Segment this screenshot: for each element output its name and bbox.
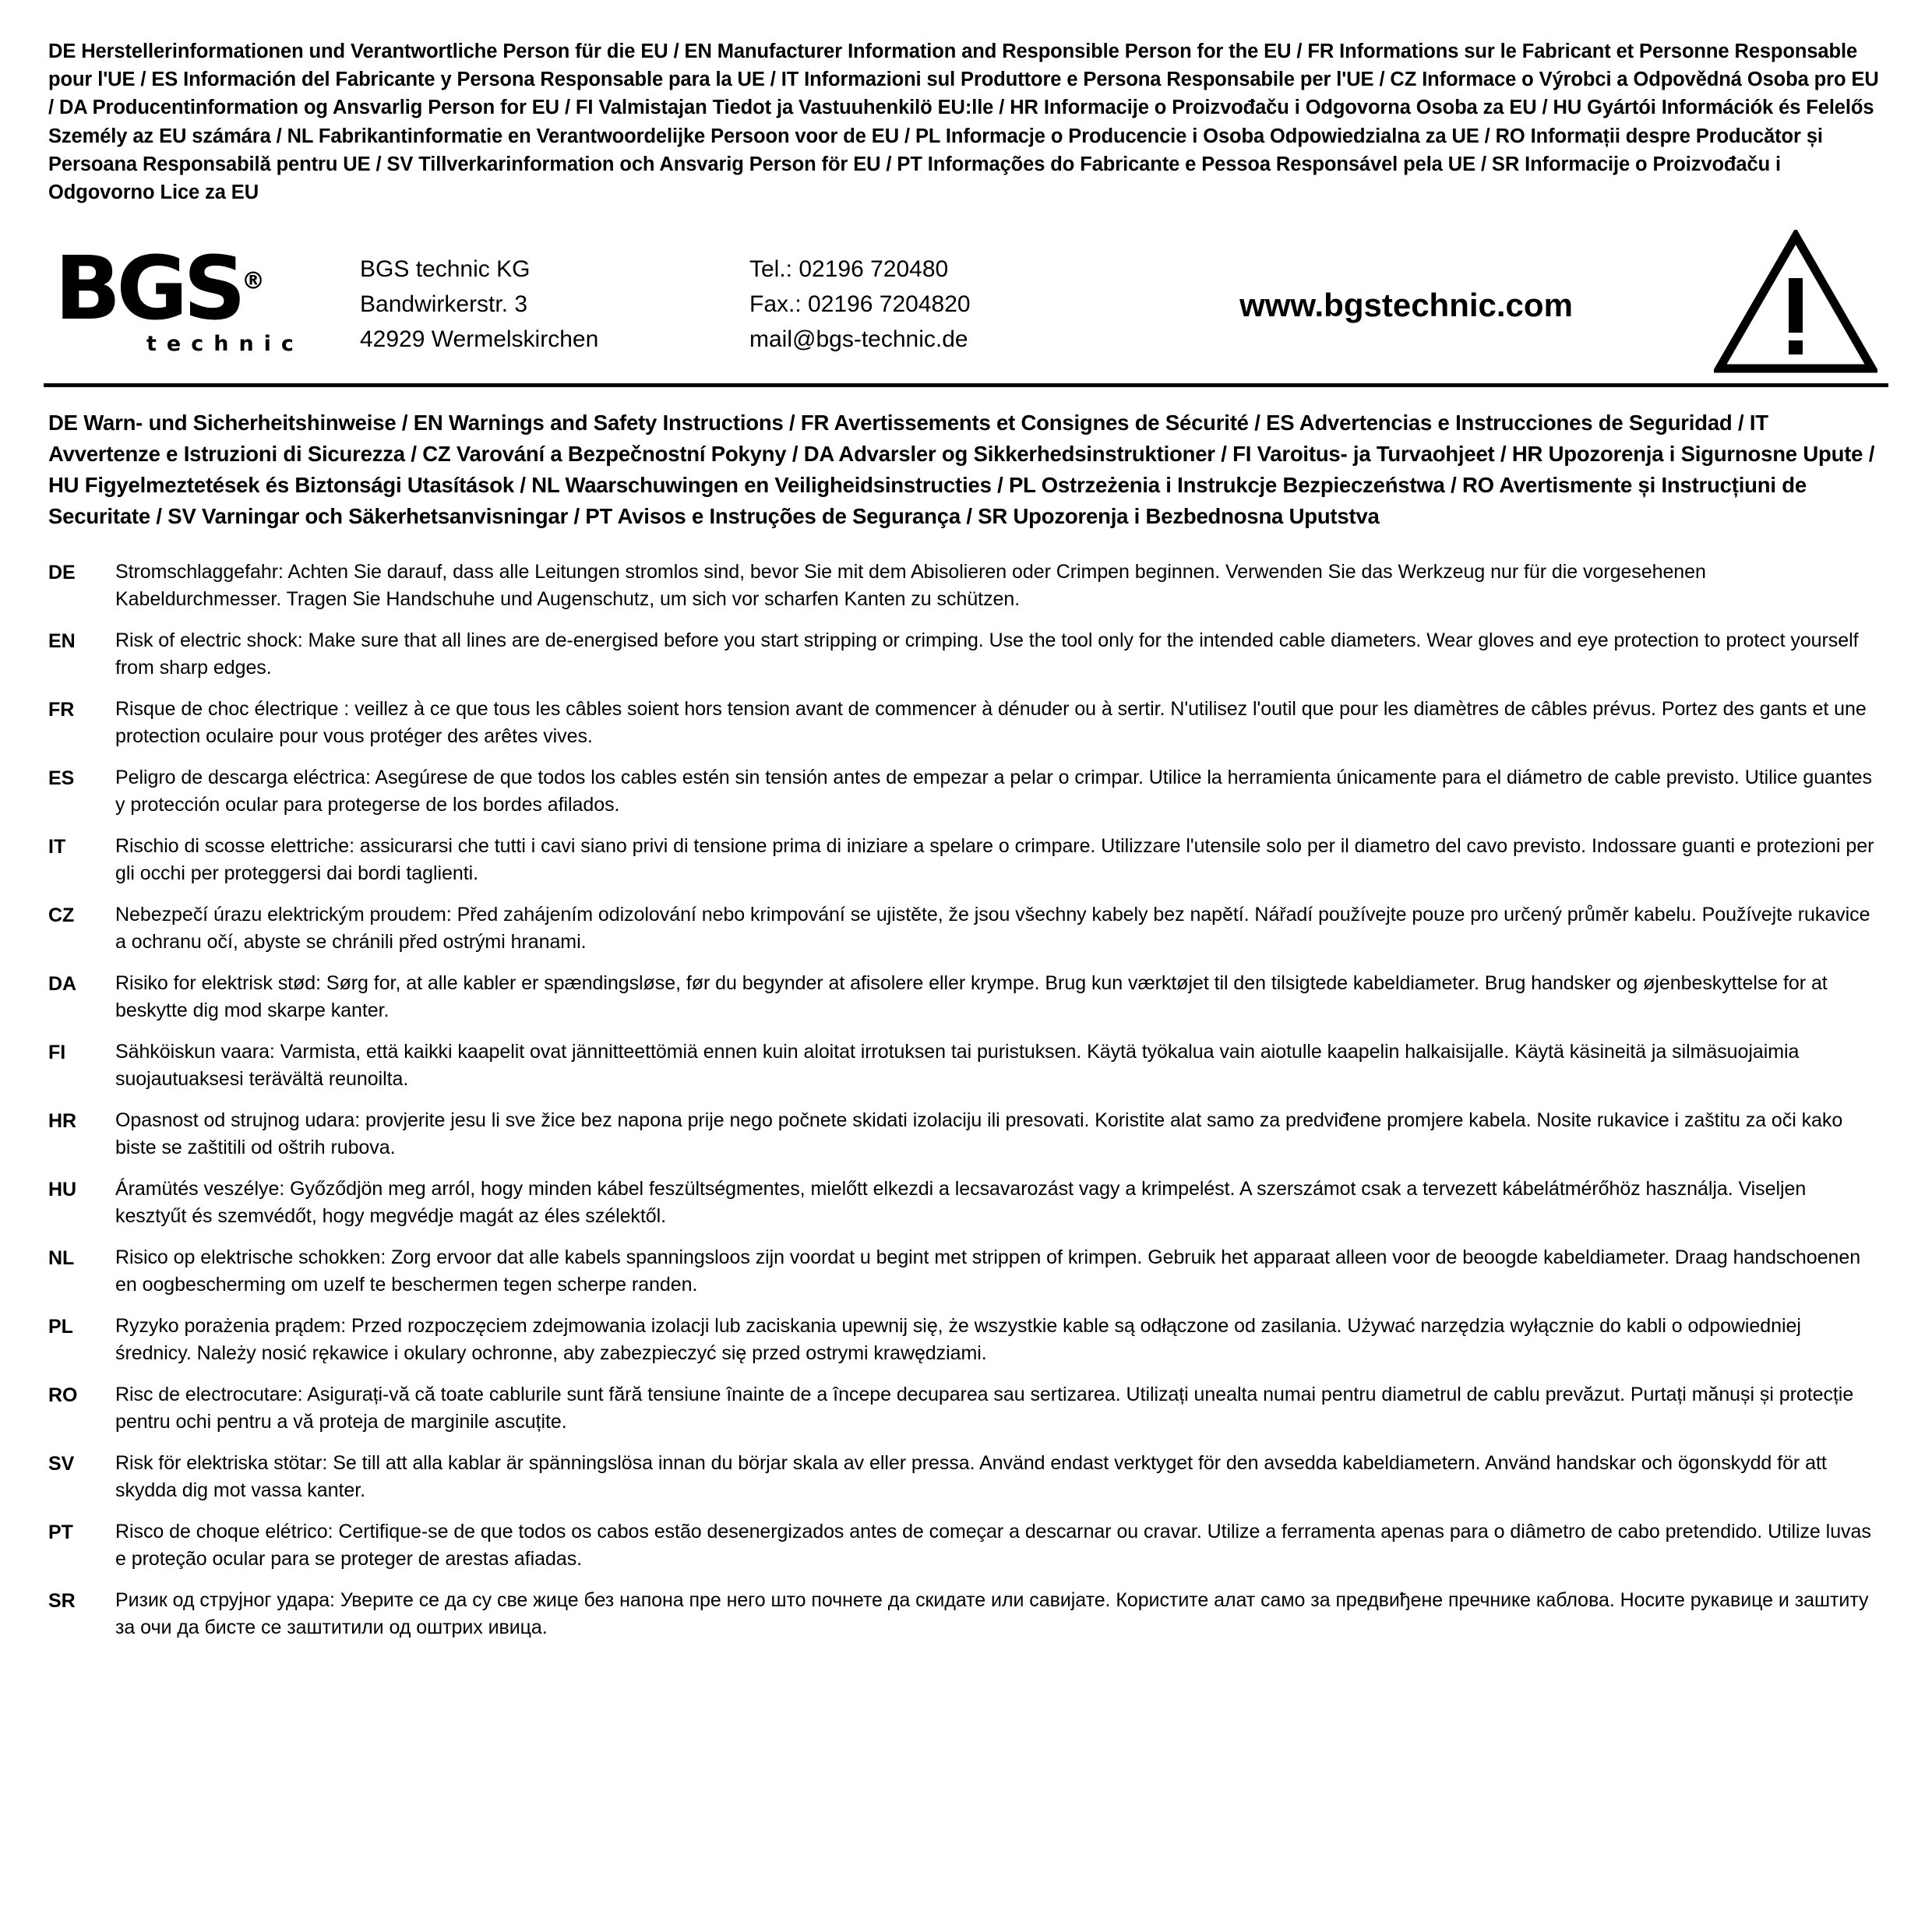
list-item [48, 1587, 1884, 1642]
language-code: HU [48, 1178, 77, 1200]
language-code: FR [48, 698, 75, 721]
instruction-text: Peligro de descarga eléctrica: Asegúrese de que todos los cables estén sin tensión antes de empezar a pelar o crimpar. Utilice la herramienta únicamente para el diámetro de cable previsto. Utilice guantes y protección ocular para protegerse de los bordes afilados. [115, 766, 1872, 816]
instruction-text: Risco de choque elétrico: Certifique-se de que todos os cabos estão desenergizados antes de começar a descarnar ou cravar. Utilize a ferramenta apenas para o diâmetro de cabo pretendido. Utilize luvas e proteção ocular para se proteger de arestas afiadas. [115, 1520, 1871, 1571]
company-contact [749, 247, 1108, 357]
instruction-text: Rischio di scosse elettriche: assicurarsi che tutti i cavi siano privi di tensione prima di iniziare a spelare o crimpare. Utilizzare l'utensile solo per il diametro del cavo previsto. Indossare guanti e protezioni per gli occhi per proteggersi dai bordi taglienti. [115, 834, 1874, 885]
instruction-text: Risk of electric shock: Make sure that all lines are de-energised before you start stripping or crimping. Use the tool only for the intended cable diameters. Wear gloves and eye protection to protect yourself from sharp edges. [115, 629, 1859, 679]
list-item [48, 559, 1884, 614]
language-code: SV [48, 1452, 75, 1475]
instruction-text: Risque de choc électrique : veillez à ce que tous les câbles soient hors tension avant de commencer à dénuder ou à sertir. N'utilisez l'outil que pour les diamètres de câbles prévus. Portez des gants et une protection oculaire pour vous protéger des arêtes vives. [115, 697, 1867, 748]
language-code: PT [48, 1521, 73, 1543]
instruction-text: Ryzyko porażenia prądem: Przed rozpoczęciem zdejmowania izolacji lub zaciskania upewnij się, że wszystkie kable są odłączone od zasilania. Używać narzędzia wyłącznie do kabli o odpowiedniej średnicy. Należy nosić rękawice i okulary ochronne, aby zabezpieczyć się przed ostrymi krawędziami. [115, 1314, 1801, 1365]
language-code: ES [48, 767, 75, 789]
company-city: 42929 Wermelskirchen [360, 326, 599, 353]
language-code: FI [48, 1041, 66, 1063]
company-fax: Fax.: 02196 7204820 [749, 291, 971, 318]
instruction-text: Risiko for elektrisk stød: Sørg for, at alle kabler er spændingsløse, før du begynder at afisolere eller krympe. Brug kun værktøjet til den tilsigtede kabeldiameter. Brug handsker og øjenbeskyttelse for at beskytte dig mod skarpe kanter. [115, 971, 1828, 1022]
language-code: EN [48, 629, 76, 652]
language-code: NL [48, 1246, 75, 1269]
logo-wordmark [55, 238, 360, 340]
language-code: PL [48, 1315, 73, 1338]
logo-subtext: technic [146, 332, 304, 357]
list-item [48, 833, 1884, 888]
company-name: BGS technic KG [360, 256, 531, 283]
language-code: IT [48, 835, 66, 858]
safety-instructions-heading: DE Warn- und Sicherheitshinweise / EN Warnings and Safety Instructions / FR Avertissements et Consignes de Sécurité / ES Advertencias e Instrucciones de Seguridad / IT Avvertenze e Istruzioni di Sicurezza / CZ Varování a Bezpečnostní Pokyny / DA Advarsler og Sikkerhedsinstruktioner / FI Varoitus- ja Turvaohjeet / HR Upozorenja i Sigurnosne Upute / HU Figyelmeztetések és Biztonsági Utasítások / NL Waarschuwingen en Veiligheidsinstructies / PL Ostrzeżenia i Instrukcje Bezpieczeństwa / RO Avertismente și Instrucțiuni de Securitate / SV Varningar och Säkerhetsanvisningar / PT Avisos e Instruções de Segurança / SR Upozorenja i Bezbednosna Uputstva [48, 411, 1875, 528]
list-item [48, 696, 1884, 751]
company-address [360, 247, 749, 357]
instruction-text: Risk för elektriska stötar: Se till att alla kablar är spänningslösa innan du börjar skala av eller pressa. Använd endast verktyget för den avsedda kabeldiametern. Använd handskar och ögonskydd för att skydda dig mot vassa kanter. [115, 1451, 1827, 1502]
list-item [48, 970, 1884, 1025]
list-item [48, 627, 1884, 682]
instruction-text: Opasnost od strujnog udara: provjerite jesu li sve žice bez napona prije nego počnete skidati izolaciju ili presovati. Koristite alat samo za predviđene promjere kabela. Nosite rukavice i zaštitu za oči kako biste se zaštitili od oštrih rubova. [115, 1109, 1843, 1159]
company-street: Bandwirkerstr. 3 [360, 291, 528, 318]
instruction-text: Risc de electrocutare: Asigurați-vă că toate cablurile sunt fără tensiune înainte de a începe decuparea sau sertizarea. Utilizați unealta numai pentru diametrul de cablu prevăzut. Purtați mănuși și protecție pentru ochi pentru a vă proteja de marginile ascuțite. [115, 1383, 1854, 1433]
list-item [48, 1313, 1884, 1368]
registered-trademark-icon: ® [241, 267, 265, 295]
bgs-logo [48, 238, 360, 357]
warning-triangle-icon [1705, 230, 1884, 374]
list-item [48, 1176, 1884, 1231]
company-website[interactable]: www.bgstechnic.com [1239, 286, 1573, 323]
list-item [48, 1450, 1884, 1505]
language-code: DA [48, 972, 77, 995]
company-info-band [44, 224, 1888, 387]
instruction-text: Áramütés veszélye: Győződjön meg arról, hogy minden kábel feszültségmentes, mielőtt elkezdi a lecsavarozást vagy a krimpelést. A szerszámot csak a tervezett kábelátmérőhöz használja. Viseljen kesztyűt és szemvédőt, hogy megvédje magát az éles szélektől. [115, 1177, 1807, 1228]
company-email[interactable]: mail@bgs-technic.de [749, 326, 968, 353]
instruction-text: Stromschlaggefahr: Achten Sie darauf, dass alle Leitungen stromlos sind, bevor Sie mit dem Abisolieren oder Crimpen beginnen. Verwenden Sie das Werkzeug nur für die vorgesehenen Kabeldurchmesser. Tragen Sie Handschuhe und Augenschutz, um sich vor scharfen Kanten zu schützen. [115, 560, 1706, 611]
list-item [48, 1518, 1884, 1574]
instruction-text: Nebezpečí úrazu elektrickým proudem: Před zahájením odizolování nebo krimpování se ujistěte, že jsou všechny kabely bez napětí. Nářadí používejte pouze pro určený průměr kabelu. Používejte rukavice a ochranu očí, abyste se chránili před ostrými hranami. [115, 903, 1870, 954]
language-code: HR [48, 1109, 77, 1132]
instructions-list [44, 559, 1888, 1642]
list-item [48, 764, 1884, 820]
list-item [48, 1107, 1884, 1162]
list-item [48, 901, 1884, 957]
instruction-text: Risico op elektrische schokken: Zorg ervoor dat alle kabels spanningsloos zijn voordat u begint met strippen of krimpen. Gebruik het apparaat alleen voor de beoogde kabeldiameter. Draag handschoenen en oogbescherming om uzelf te beschermen tegen scherpe randen. [115, 1246, 1861, 1296]
list-item [48, 1381, 1884, 1437]
list-item [48, 1038, 1884, 1094]
company-telephone: Tel.: 02196 720480 [749, 256, 949, 283]
language-code: CZ [48, 904, 75, 926]
language-code: RO [48, 1384, 78, 1406]
instruction-text: Sähköiskun vaara: Varmista, että kaikki kaapelit ovat jännitteettömiä ennen kuin aloitat irrotuksen tai puristuksen. Käytä työkalua vain aiotulle kaapelin halkaisijalle. Käytä käsineitä ja silmäsuojaimia suojautuaksesi terävältä reunoilta. [115, 1040, 1800, 1091]
list-item [48, 1244, 1884, 1299]
language-code: DE [48, 561, 76, 583]
language-code: SR [48, 1589, 76, 1612]
logo-wordmark-text: BGS [55, 238, 242, 340]
manufacturer-info-heading: DE Herstellerinformationen und Verantwortliche Person für die EU / EN Manufacturer Information and Responsible Person for the EU / FR Informations sur le Fabricant et Personne Responsable pour l'UE / ES Información del Fabricante y Persona Responsable para la UE / IT Informazioni sul Produttore e Persona Responsabile per l'UE / CZ Informace o Výrobci a Odpovědná Osoba pro EU / DA Producentinformation og Ansvarlig Person for EU / FI Valmistajan Tiedot ja Vastuuhenkilö EU:lle / HR Informacije o Proizvođaču i Odgovorna Osoba za EU / HU Gyártói Információk és Felelős Személy az EU számára / NL Fabrikantinformatie en Verantwoordelijke Persoon voor de EU / PL Informacje o Producencie i Osoba Odpowiedzialna za UE / RO Informații despre Producător și Persoana Responsabilă pentru UE / SV Tillverkarinformation och Ansvarig Person för EU / PT Informações do Fabricante e Pessoa Responsável pela UE / SR Informacije o Proizvođaču i Odgovorno Lice za EU [48, 41, 1879, 204]
instruction-text: Ризик од струјног удара: Уверите се да су све жице без напона пре него што почнете да скидате или савијате. Користите алат само за предвиђене пречнике каблова. Носите рукавице и заштиту за очи да бисте се заштитили од оштрих ивица. [115, 1588, 1869, 1639]
